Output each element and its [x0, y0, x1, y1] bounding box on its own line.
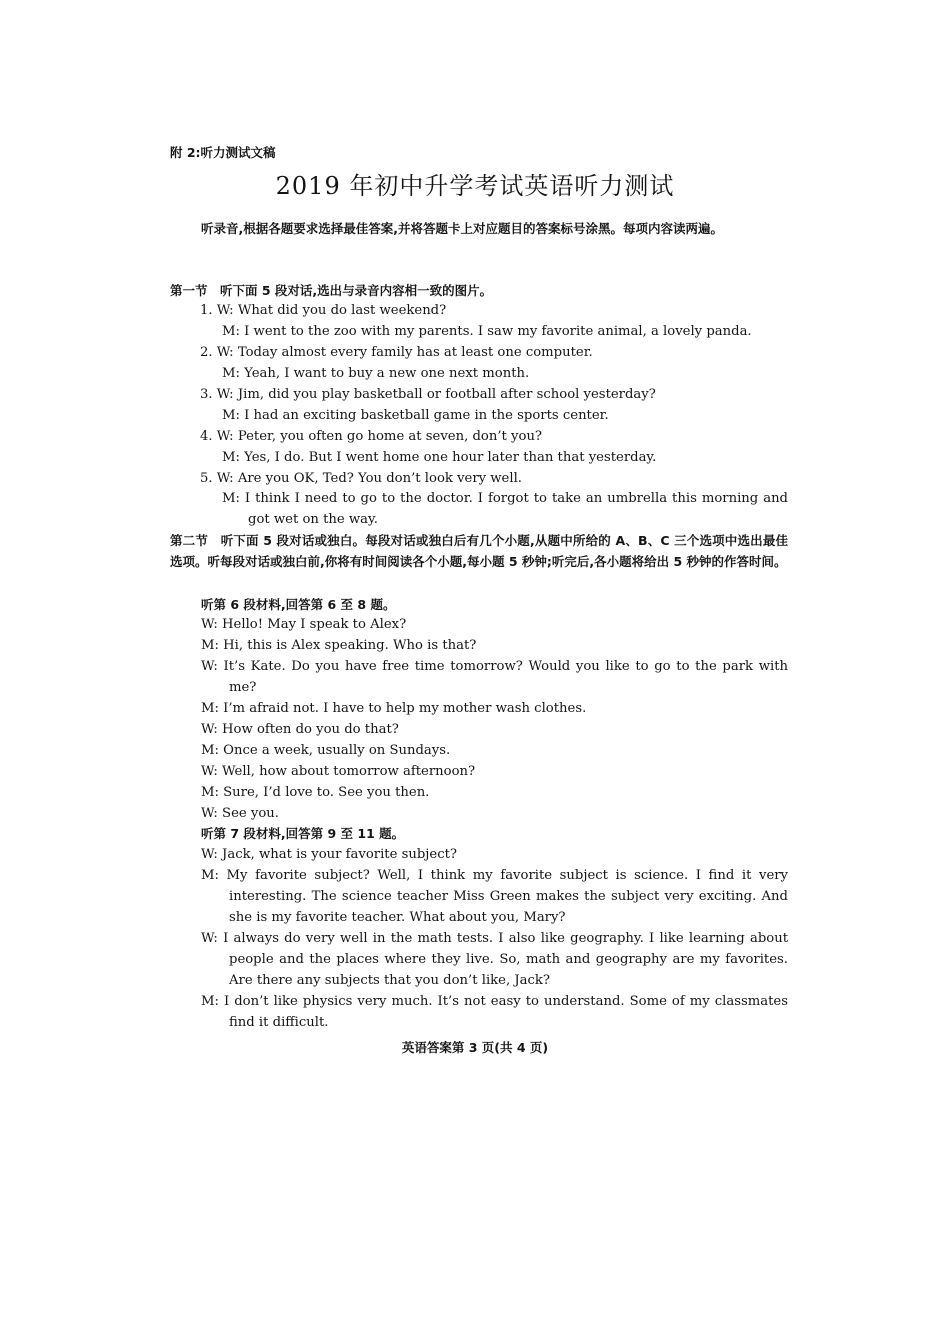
dialogue-line: M: I don’t like physics very much. It’s not easy to understand. Some of my classmates find it difficult. [201, 994, 788, 1030]
instructions: 听录音,根据各题要求选择最佳答案,并将答题卡上对应题目的答案标号涂黑。每项内容读两遍。 [201, 221, 723, 236]
dialogue-line: 1. W: What did you do last weekend? [200, 303, 447, 318]
dialogue-line: M: My favorite subject? Well, I think my favorite subject is science. I find it very interesting. The science teacher Miss Green makes the subject very exciting. And she is my favorite teacher. What about you, Mary? [201, 868, 788, 925]
part7-label: 听第 7 段材料,回答第 9 至 11 题。 [201, 826, 405, 841]
dialogue-line: M: I’m afraid not. I have to help my mother wash clothes. [201, 701, 587, 716]
dialogue-line: W: See you. [201, 806, 279, 821]
page-title: 2019 年初中升学考试英语听力测试 [275, 172, 675, 200]
dialogue-line: W: Well, how about tomorrow afternoon? [201, 764, 476, 779]
dialogue-line: 2. W: Today almost every family has at least one computer. [200, 345, 593, 360]
dialogue-line: 3. W: Jim, did you play basketball or football after school yesterday? [200, 387, 656, 402]
dialogue-line: M: I went to the zoo with my parents. I saw my favorite animal, a lovely panda. [222, 324, 752, 339]
section1-heading: 第一节 听下面 5 段对话,选出与录音内容相一致的图片。 [170, 283, 493, 298]
section2-heading: 第二节 听下面 5 段对话或独白。每段对话或独白后有几个小题,从题中所给的 A、B、C 三个选项中选出最佳选项。听每段对话或独白前,你将有时间阅读各个小题,每小题 5 秒钟;听完后,各小题将给出 5 秒钟的作答时间。 [170, 533, 788, 569]
dialogue-line: M: Sure, I’d love to. See you then. [201, 785, 430, 800]
dialogue-line: W: Jack, what is your favorite subject? [201, 847, 457, 862]
appendix-label: 附 2:听力测试文稿 [170, 145, 276, 160]
dialogue-line: W: Hello! May I speak to Alex? [201, 617, 407, 632]
dialogue-line: M: Hi, this is Alex speaking. Who is that? [201, 638, 477, 653]
dialogue-line: M: Yes, I do. But I went home one hour later than that yesterday. [222, 450, 657, 465]
dialogue-line: M: I had an exciting basketball game in the sports center. [222, 408, 609, 423]
dialogue-line: W: How often do you do that? [201, 722, 399, 737]
dialogue-line: W: I always do very well in the math tests. I also like geography. I like learning about people and the places where they live. So, math and geography are my favorites. Are there any subjects that you don’t like, Jack? [201, 931, 788, 988]
dialogue-line: W: It’s Kate. Do you have free time tomorrow? Would you like to go to the park with me? [201, 659, 788, 695]
dialogue-line: M: Yeah, I want to buy a new one next month. [222, 366, 530, 381]
dialogue-line: 4. W: Peter, you often go home at seven, don’t you? [200, 429, 543, 444]
dialogue-line: M: I think I need to go to the doctor. I forgot to take an umbrella this morning and got wet on the way. [222, 491, 788, 527]
page-footer: 英语答案第 3 页(共 4 页) [401, 1040, 549, 1055]
dialogue-line: M: Once a week, usually on Sundays. [201, 743, 451, 758]
dialogue-line: 5. W: Are you OK, Ted? You don’t look very well. [200, 471, 522, 486]
part6-label: 听第 6 段材料,回答第 6 至 8 题。 [201, 597, 396, 612]
